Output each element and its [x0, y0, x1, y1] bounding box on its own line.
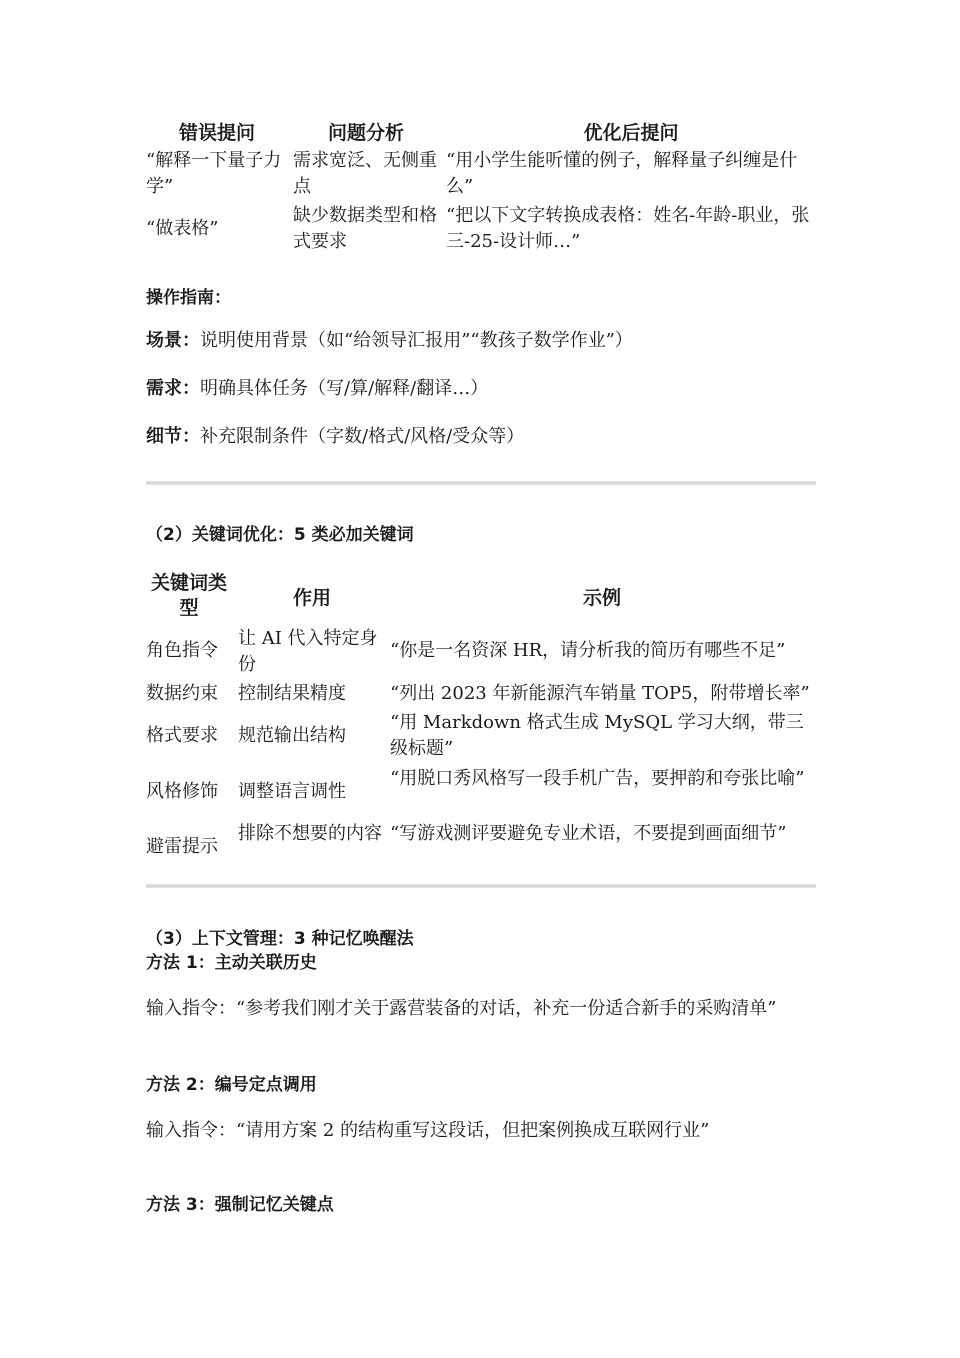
method2-text: 输入指令：“请用方案 2 的结构重写这段话，但把案例换成互联网行业” — [146, 1120, 710, 1141]
table2-cell: 让 AI 代入特定身份 — [238, 628, 378, 675]
table1-cell: “做表格” — [146, 218, 219, 239]
table1-cell: 需求宽泛、无侧重点 — [293, 150, 437, 197]
table2-cell: “写游戏测评要避免专业术语，不要提到画面细节” — [390, 823, 787, 844]
table1-cell: “用小学生能听懂的例子，解释量子纠缠是什么” — [446, 150, 798, 197]
method2-title: 方法 2：编号定点调用 — [146, 1075, 317, 1095]
table2-cell: 规范输出结构 — [238, 725, 346, 746]
guide-item-label: 细节： — [146, 426, 200, 447]
table2-cell: 风格修饰 — [146, 781, 218, 802]
method1-title: 方法 1：主动关联历史 — [146, 953, 317, 973]
guide-item-scene — [146, 328, 633, 354]
table1-cell: 缺少数据类型和格式要求 — [293, 205, 437, 252]
table2-header-example: 示例 — [582, 587, 621, 609]
table1-cell: “解释一下量子力学” — [146, 150, 282, 197]
table1-cell: “把以下文字转换成表格：姓名-年龄-职业，张三-25-设计师…” — [446, 205, 810, 252]
section3-title: （3）上下文管理：3 种记忆唤醒法 — [146, 929, 414, 949]
table2-header-type: 关键词类型 — [150, 572, 227, 619]
method1-text: 输入指令：“参考我们刚才关于露营装备的对话，补充一份适合新手的采购清单” — [146, 998, 777, 1019]
guide-item-text: 明确具体任务（写/算/解释/翻译…） — [200, 378, 489, 399]
guide-item-text: 说明使用背景（如“给领导汇报用”“教孩子数学作业”） — [200, 330, 633, 351]
table2-cell: 避雷提示 — [146, 836, 218, 857]
table1-header-optimized: 优化后提问 — [583, 122, 679, 144]
guide-title: 操作指南： — [146, 288, 231, 308]
section-divider — [146, 884, 816, 888]
table1-header-wrong: 错误提问 — [178, 122, 255, 144]
table2-cell: 角色指令 — [146, 640, 218, 661]
guide-item-need — [146, 376, 488, 402]
table2-cell: “你是一名资深 HR，请分析我的简历有哪些不足” — [390, 640, 786, 661]
guide-item-detail — [146, 424, 524, 450]
section2-title: （2）关键词优化：5 类必加关键词 — [146, 525, 414, 545]
guide-item-text: 补充限制条件（字数/格式/风格/受众等） — [200, 426, 525, 447]
table2-cell: 数据约束 — [146, 683, 218, 704]
guide-item-label: 场景： — [146, 330, 200, 351]
table2-cell: 格式要求 — [146, 725, 218, 746]
method3-title: 方法 3：强制记忆关键点 — [146, 1195, 334, 1215]
table2-cell: 控制结果精度 — [238, 683, 346, 704]
table2-cell: “用脱口秀风格写一段手机广告，要押韵和夸张比喻” — [390, 768, 805, 789]
section-divider — [146, 481, 816, 485]
table2-header-role: 作用 — [292, 587, 331, 609]
table2-cell: 排除不想要的内容 — [238, 823, 382, 844]
table1-header-analysis: 问题分析 — [327, 122, 404, 144]
guide-item-label: 需求： — [146, 378, 200, 399]
table2-cell: “用 Markdown 格式生成 MySQL 学习大纲，带三级标题” — [390, 712, 804, 759]
table2-cell: 调整语言调性 — [238, 781, 346, 802]
table2-cell: “列出 2023 年新能源汽车销量 TOP5，附带增长率” — [390, 683, 810, 704]
